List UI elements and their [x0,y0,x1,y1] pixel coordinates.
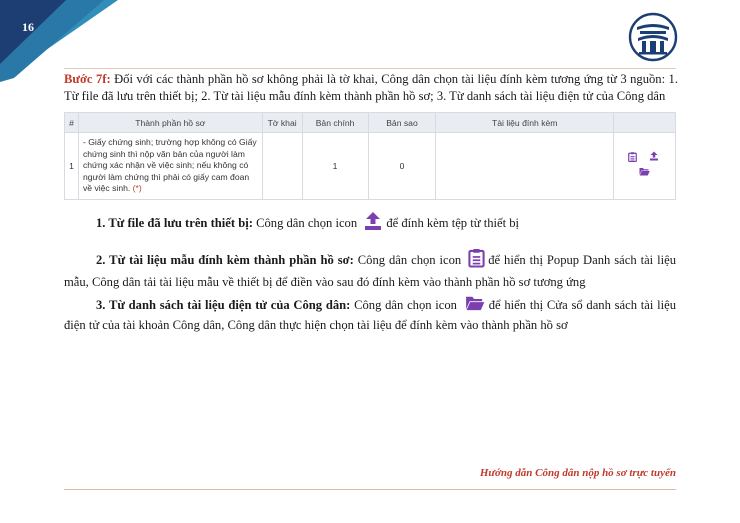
header-divider [64,68,676,69]
hanoi-logo [628,12,678,62]
row-copy-count: 0 [368,133,436,200]
row-index: 1 [65,133,79,200]
row-component-name [78,133,262,200]
page-number: 16 [22,20,34,34]
item-upload-from-device [64,211,676,237]
folder-open-icon [464,295,486,317]
item-3-after-icon: để hiển thị Cửa sổ danh sách tài liệu điện tử của tài khoản Công dân, Công dân thực hiện chọn tài liệu để đính kèm vào thành phần hồ sơ [64,298,676,332]
step-instruction [64,71,678,105]
component-text: - Giấy chứng sinh; trường hợp không có Giấy chứng sinh thì nộp văn bản của người làm chứng xác nhận về việc sinh; nếu không có người làm chứng thì phải có giấy cam đoan về việc sinh. [82,137,257,194]
upload-icon [363,211,383,237]
table-row [65,133,676,200]
footer-title: Hướng dẫn Công dân nộp hồ sơ trực tuyến [479,467,676,479]
item-3-before-icon: Công dân chọn icon [350,298,457,312]
row-attachment [436,133,614,200]
row-form [262,133,302,200]
col-header-index: # [65,113,79,133]
item-2-before-icon: Công dân chọn icon [353,253,462,267]
col-header-original: Bản chính [302,113,368,133]
documents-table [64,112,676,200]
clipboard-icon [468,248,485,274]
item-2-title: 2. Từ tài liệu mẫu đính kèm thành phần hồ sơ: [96,253,354,267]
clipboard-icon[interactable] [628,152,637,164]
item-1-title: 1. Từ file đã lưu trên thiết bị: [96,216,253,230]
item-3-title-wrap [64,298,350,312]
item-3-title: 3. Từ danh sách tài liệu điện tử của Công dân: [96,298,351,312]
col-header-form: Tờ khai [262,113,302,133]
footer-divider [64,489,676,490]
item-2-title-wrap [64,253,354,267]
col-header-actions [614,113,676,133]
col-header-attachment: Tài liệu đính kèm [436,113,614,133]
col-header-copy: Bản sao [368,113,436,133]
item-1-after-icon: để đính kèm tệp từ thiết bị [386,216,520,230]
item-1-title-wrap [64,216,253,230]
item-1-before-icon: Công dân chọn icon [252,216,358,230]
step-label: Bước 7f: [64,72,111,86]
col-header-component: Thành phần hồ sơ [78,113,262,133]
upload-icon[interactable] [649,151,659,163]
item-template-documents [64,248,676,291]
item-electronic-documents [64,295,676,334]
item-2-after-icon: để hiển thị Popup Danh sách tài liệu mẫu, Công dân tải tài liệu mẫu về thiết bị để điền vào sau đó đính kèm vào thành phần hồ sơ tương ứng [64,253,676,289]
row-original-count: 1 [302,133,368,200]
folder-open-icon[interactable] [639,167,650,178]
required-mark: (*) [132,183,142,194]
table-header-row [65,113,676,133]
row-actions [614,133,676,200]
step-text: Đối với các thành phần hồ sơ không phải là tờ khai, Công dân chọn tài liệu đính kèm tương ứng từ 3 nguồn: 1. Từ file đã lưu trên thiết bị; 2. Từ tài liệu mẫu đính kèm thành phần hồ sơ; 3. Từ danh sách tài liệu điện tử của Công dân [64,72,678,103]
corner-decoration [0,0,120,82]
